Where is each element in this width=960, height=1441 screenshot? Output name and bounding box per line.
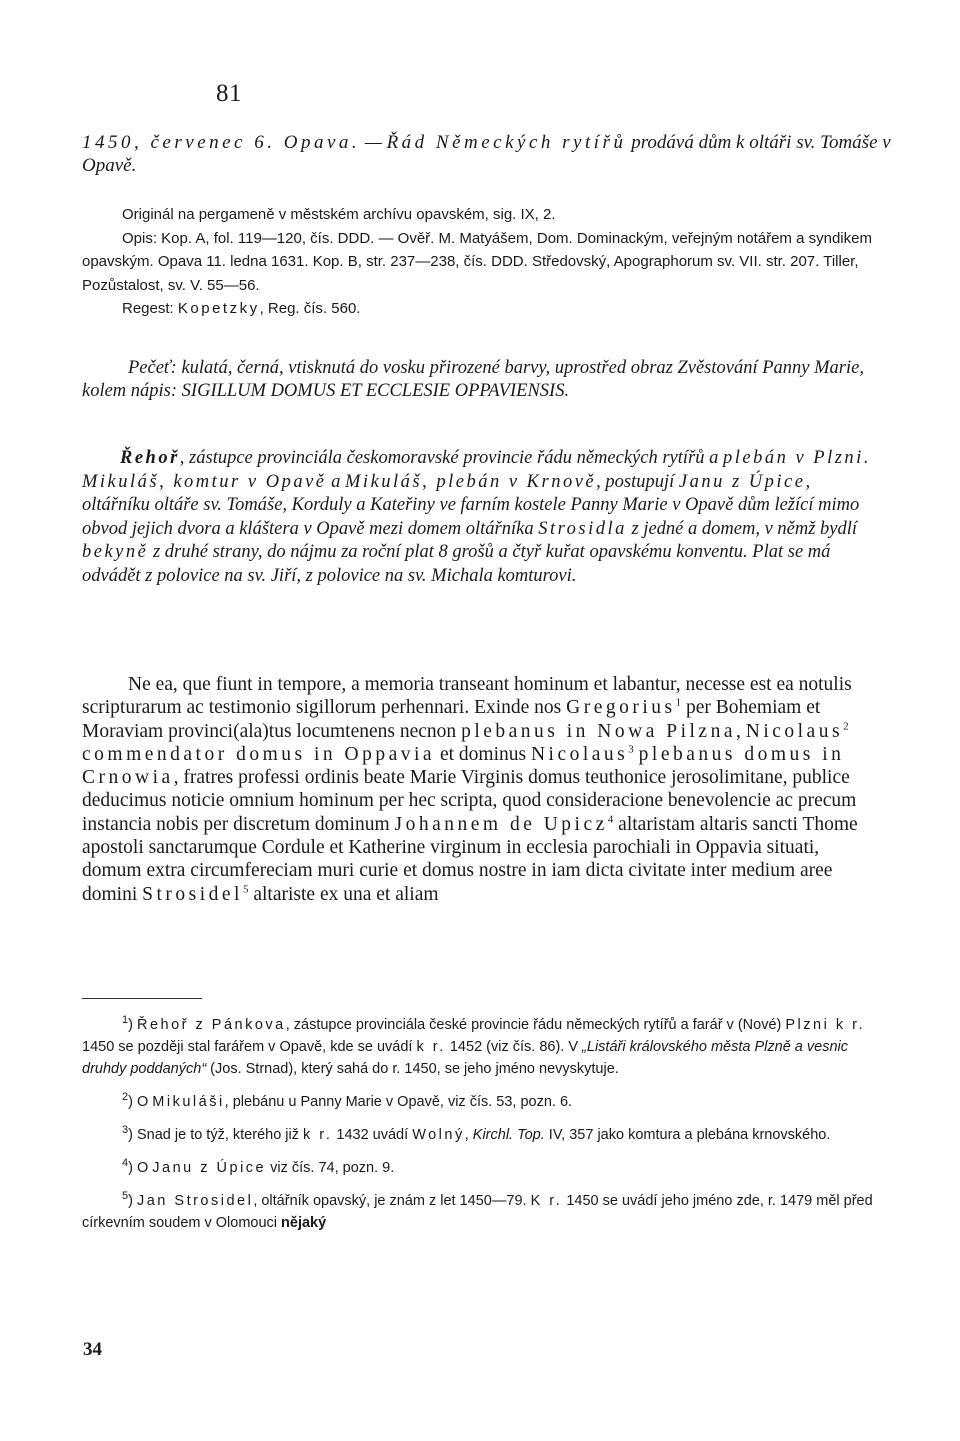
latin-name: Strosidel — [142, 883, 243, 905]
summary-part: , zástupce provinciála českomoravské provincie řádu německých rytířů a — [179, 448, 723, 468]
summary-part: Strosidla — [538, 518, 627, 539]
footnote-text: ) — [128, 1193, 137, 1209]
copy-note: Opis: Kop. A, fol. 119—120, čís. DDD. — Ověř. M. Matyášem, Dom. Dominackým, veřejným notářem a syndikem opavským. Opava 11. ledna 1631. Kop. B, str. 237—238, čís. DDD. Středovský, Apographorum sv. VII. str. 207. Tiller, Pozůstalost, sv. V. 55—56. — [82, 229, 872, 294]
footnote-ref: 2 — [843, 720, 849, 733]
regest-note — [82, 297, 882, 321]
document-heading — [82, 131, 892, 177]
summary-part: bekyně — [82, 542, 149, 562]
footnote-name: Plzni k r. — [785, 1017, 866, 1033]
summary-part: . — [863, 448, 869, 468]
footnote-ref: 4 — [607, 813, 614, 826]
footnote-text: 1450 se později stal farářem v Opavě, kde se uvádí — [82, 1039, 417, 1055]
summary-part: Mikuláš, komtur v Opavě — [82, 471, 327, 492]
footnote-text: IV, 357 jako komtura a plebána krnovského. — [544, 1127, 831, 1143]
page-number: 81 — [216, 80, 242, 107]
heading-date: 1450, červenec 6. Opava. — [82, 132, 361, 153]
czech-summary — [82, 447, 882, 588]
footnote-text: 1450 se uvádí jeho jméno zde, r. 1479 měl před církevním soudem v Olomouci — [82, 1193, 873, 1231]
source-metadata — [82, 203, 882, 321]
latin-part: et dominus — [435, 743, 531, 765]
heading-dash: — — [360, 132, 387, 153]
sheet-number: 34 — [83, 1339, 102, 1360]
footnote-text: ) Snad je to týž, kterého již — [128, 1127, 304, 1143]
summary-part: Mikuláš, plebán v Krnově — [345, 471, 597, 492]
latin-part: altariste ex una et aliam — [248, 883, 439, 905]
footnote-name: k r. — [416, 1039, 446, 1055]
footnote-text: ) — [128, 1017, 137, 1033]
footnote-name: k r. — [303, 1127, 333, 1143]
footnote-text: , oltářník opavský, je znám z let 1450—79. — [253, 1193, 531, 1209]
footnote-text: , plebánu u Panny Marie v Opavě, viz čís. 53, pozn. 6. — [224, 1094, 573, 1110]
latin-name: Nicolaus — [530, 743, 629, 765]
footnote-ref: 3 — [628, 743, 634, 756]
footnote-text: , — [464, 1127, 473, 1143]
latin-text — [82, 673, 878, 906]
summary-part: plebán v Plzni — [722, 448, 864, 468]
footnote-text: ) O — [128, 1160, 153, 1176]
footnote-text: , zástupce provinciála české provincie řádu německých rytířů a farář v (Nové) — [285, 1017, 786, 1033]
latin-name: commendator domus in Oppavia — [82, 743, 436, 765]
footnote-number: 4 — [122, 1157, 129, 1170]
regest-suffix: , Reg. čís. 560. — [259, 300, 361, 317]
footnote-name: Řehoř z Pánkova — [136, 1017, 286, 1033]
regest-name: Kopetzky — [177, 300, 260, 317]
summary-part: z druhé strany, do nájmu za roční plat 8 grošů a čtyř kuřat opavskému konventu. Plat se má odvádět z polovice na sv. Jiří, z polovice na sv. Michala komturovi. — [82, 542, 831, 586]
summary-part: Řehoř — [120, 448, 180, 468]
footnote-1 — [82, 1014, 878, 1080]
footnote-text: nějaký — [281, 1215, 327, 1231]
footnote-text: 1432 uvádí — [332, 1127, 413, 1143]
footnote-number: 1 — [122, 1014, 129, 1027]
footnote-title: Kirchl. Top. — [472, 1127, 545, 1143]
footnote-name: Mikuláši — [152, 1094, 225, 1110]
footnote-2 — [82, 1091, 878, 1113]
latin-part: altaristam altaris sancti Thome apostoli sanctarumque Cordule et Katherine virginum in ecclesia parochiali in Oppavia situati, domum extra circumfereciam muri curie et domus nostre in iam dicta civitate inter medium aree domini — [82, 813, 858, 905]
latin-part: , fratres professi ordinis beate Marie Virginis domus teuthonice jerosolimitane, publice deducimus noticie omnium hominum per hec scripta, quod consideracione benevolencie ac precum instancia nobis per discretum dominum — [82, 767, 857, 835]
footnote-text: ) O — [128, 1094, 153, 1110]
summary-part: a — [326, 471, 346, 492]
heading-order: Řád Německých rytířů — [386, 132, 627, 153]
footnote-number: 2 — [122, 1091, 129, 1104]
footnote-5 — [82, 1190, 878, 1234]
footnote-number: 5 — [122, 1190, 129, 1203]
footnote-number: 3 — [122, 1124, 129, 1137]
regest-prefix: Regest: — [122, 300, 178, 317]
latin-part: , — [735, 720, 746, 742]
footnote-name: Jan Strosidel — [136, 1193, 254, 1209]
footnote-name: K r. — [530, 1193, 563, 1209]
footnote-text: (Jos. Strnad), který sahá do r. 1450, se jeho jméno nevyskytuje. — [206, 1061, 619, 1077]
summary-part: Janu z Úpice — [678, 471, 806, 492]
footnote-text: viz čís. 74, pozn. 9. — [266, 1160, 395, 1176]
summary-part: , postupují — [596, 471, 679, 492]
footnotes — [82, 1014, 878, 1245]
latin-name: Nicolaus — [745, 720, 844, 742]
footnote-divider — [82, 998, 202, 999]
latin-name: Johannem de Upicz — [394, 813, 608, 835]
footnote-title: „Listáři královského města Plzně a vesnic druhdy poddaných“ — [82, 1039, 848, 1077]
latin-name: Gregorius — [566, 697, 676, 719]
footnote-name: Wolný — [412, 1127, 465, 1143]
original-note: Originál na pergameně v městském archívu opavském, sig. IX, 2. — [122, 206, 556, 223]
summary-part: z jedné a domem, v němž bydlí — [626, 518, 858, 539]
summary-part: , oltářníku oltáře sv. Tomáše, Korduly a Kateřiny ve farním kostele Panny Marie v Opavě dům ležící mimo obvod jejich dvora a kláštera v Opavě mezi domem oltářníka — [82, 471, 860, 539]
seal-description: Pečeť: kulatá, černá, vtisknutá do vosku přirozené barvy, uprostřed obraz Zvěstování Panny Marie, kolem nápis: SIGILLUM DOMUS ET ECCLESIE OPPAVIENSIS. — [82, 358, 864, 401]
heading-rest: prodává dům k oltáři sv. Tomáše v Opavě. — [82, 132, 891, 176]
latin-name: plebanus domus in Crnowia — [82, 743, 845, 789]
footnote-3 — [82, 1124, 878, 1146]
latin-part: per Bohemiam et Moraviam provinci(ala)tus locumtenens necnon — [82, 697, 821, 742]
footnote-ref: 1 — [675, 696, 682, 709]
footnote-ref: 5 — [242, 883, 249, 896]
latin-part: Ne ea, que fiunt in tempore, a memoria transeant hominum et labantur, necesse est ea notulis scripturarum ac testimonio sigillorum perhennari. Exinde nos — [82, 674, 852, 719]
footnote-name: Janu z Úpice — [152, 1160, 267, 1176]
footnote-text: 1452 (viz čís. 86). V — [445, 1039, 583, 1055]
footnote-4 — [82, 1157, 878, 1179]
latin-name: plebanus in Nowa Pilzna — [461, 720, 736, 742]
